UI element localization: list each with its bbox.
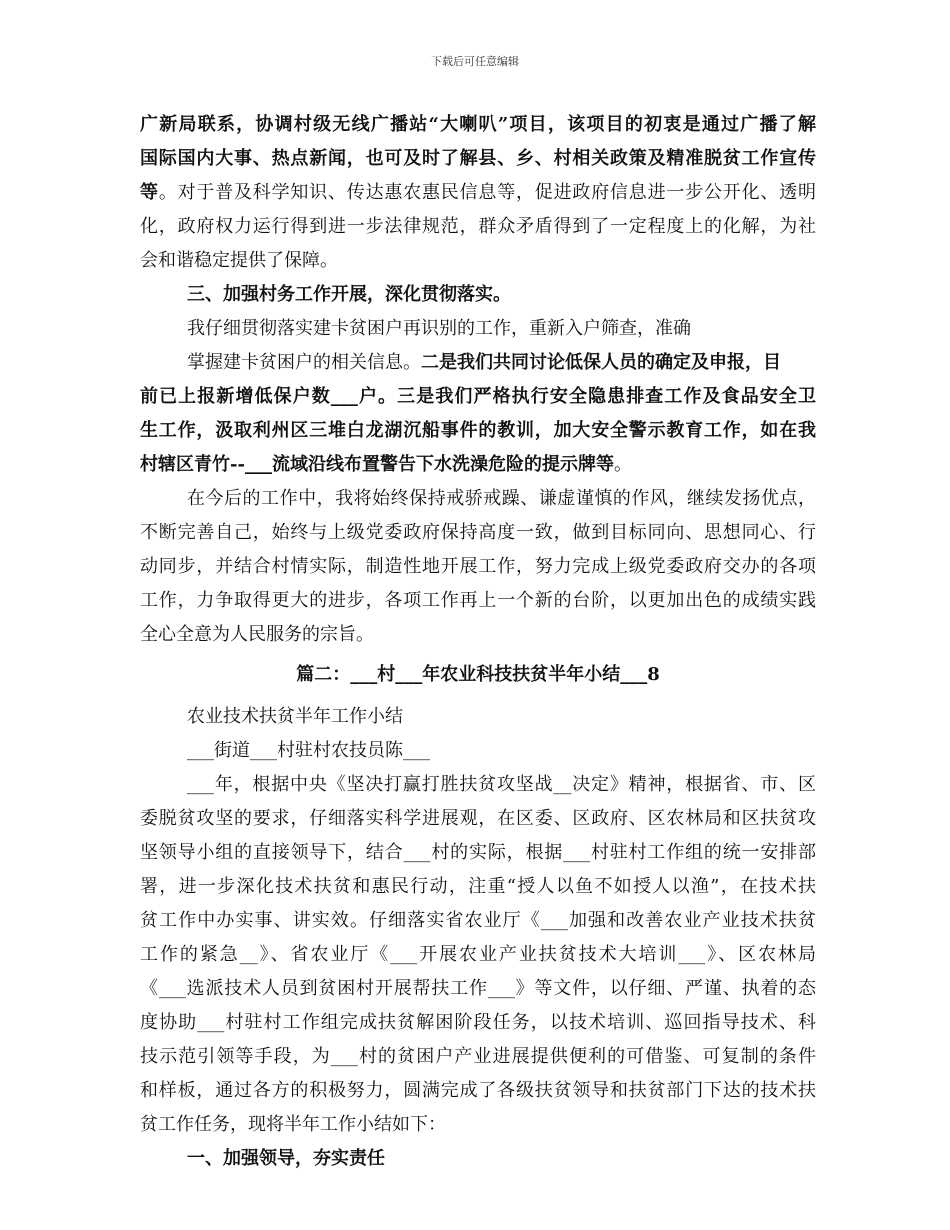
paragraph-line: ___街道___村驻村农技员陈___: [187, 740, 430, 761]
paragraph-line: [140, 176, 816, 210]
paragraph-line: [140, 448, 816, 482]
paragraph-line: [140, 346, 816, 380]
paragraph-line: 技示范引领等手段，为___村的贫困户产业进展提供便利的可借鉴、可复制的条件: [140, 1046, 816, 1067]
paragraph-line: 工作的紧急__》、省农业厅《___开展农业产业扶贫技术大培训___》、区农林局: [140, 944, 816, 965]
paragraph-line: 《___选派技术人员到贫困村开展帮扶工作___》等文件，以仔细、严谨、执着的态: [140, 978, 816, 999]
paragraph-line: 委脱贫攻坚的要求，仔细落实科学进展观，在区委、区政府、区农林局和区扶贫攻: [140, 808, 816, 829]
paragraph-line: 和样板，通过各方的积极努力，圆满完成了各级扶贫领导和扶贫部门下达的技术扶: [140, 1080, 816, 1101]
page-header-note: 下载后可任意编辑: [431, 55, 519, 68]
paragraph-line: 在今后的工作中，我将始终保持戒骄戒躁、谦虚谨慎的作风，继续发扬优点，: [187, 488, 816, 509]
paragraph-line: 生工作，汲取利州区三堆白龙湖沉船事件的教训，加大安全警示教育工作，如在我: [140, 420, 816, 441]
paragraph-line: 化，政府权力运行得到进一步法律规范，群众矛盾得到了一定程度上的化解，为社: [140, 216, 816, 237]
document-body: [140, 108, 816, 1176]
chapter-title: 篇二：___村___年农业科技扶贫半年小结___8: [296, 664, 660, 685]
paragraph-line: 不断完善自己，始终与上级党委政府保持高度一致，做到目标同向、思想同心、行: [140, 522, 816, 543]
text-fragment: 。对于普及科学知识、传达惠农惠民信息等，促进政府信息进一步公开化、透明: [158, 182, 817, 203]
section-heading: 三、加强村务工作开展，深化贯彻落实。: [187, 284, 511, 305]
section-heading: 一、加强领导，夯实责任: [187, 1148, 385, 1169]
text-fragment: 。: [613, 454, 632, 475]
paragraph-line: 我仔细贯彻落实建卡贫困户再识别的工作，重新入户筛查，准确: [187, 318, 691, 339]
bold-fragment: 等: [140, 182, 159, 203]
paragraph-line: 全心全意为人民服务的宗旨。: [140, 624, 374, 645]
paragraph-line: ___年，根据中央《坚决打赢打胜扶贫攻坚战__决定》精神，根据省、市、区: [187, 774, 816, 795]
paragraph-line: 动同步，并结合村情实际，制造性地开展工作，努力完成上级党委政府交办的各项: [140, 556, 816, 577]
paragraph-line: 前已上报新增低保户数___户。三是我们严格执行安全隐患排查工作及食品安全卫: [140, 386, 816, 407]
paragraph-line: 会和谐稳定提供了保障。: [140, 250, 338, 271]
text-fragment: 掌握建卡贫困户的相关信息。: [187, 352, 421, 373]
paragraph-line: 农业技术扶贫半年工作小结: [187, 706, 403, 727]
paragraph-line: 坚领导小组的直接领导下，结合___村的实际，根据___村驻村工作组的统一安排部: [140, 842, 816, 863]
paragraph-line: 广新局联系，协调村级无线广播站“大喇叭”项目，该项目的初衷是通过广播了解: [140, 114, 816, 135]
bold-fragment: 二是我们共同讨论低保人员的确定及申报，目: [421, 352, 781, 373]
bold-fragment: 村辖区青竹--___流域沿线布置警告下水洗澡危险的提示牌等: [140, 454, 614, 475]
paragraph-line: 度协助___村驻村工作组完成扶贫解困阶段任务，以技术培训、巡回指导技术、科: [140, 1012, 816, 1033]
paragraph-line: 工作，力争取得更大的进步，各项工作再上一个新的台阶，以更加出色的成绩实践: [140, 590, 816, 611]
paragraph-line: 贫工作任务，现将半年工作小结如下：: [140, 1114, 446, 1135]
spacer: [140, 692, 816, 700]
paragraph-line: 国际国内大事、热点新闻，也可及时了解县、乡、村相关政策及精准脱贫工作宣传: [140, 148, 816, 169]
paragraph-line: 贫工作中办实事、讲实效。仔细落实省农业厅《___加强和改善农业产业技术扶贫: [140, 910, 816, 931]
paragraph-line: 署，进一步深化技术扶贫和惠民行动，注重“授人以鱼不如授人以渔”，在技术扶: [140, 876, 816, 897]
